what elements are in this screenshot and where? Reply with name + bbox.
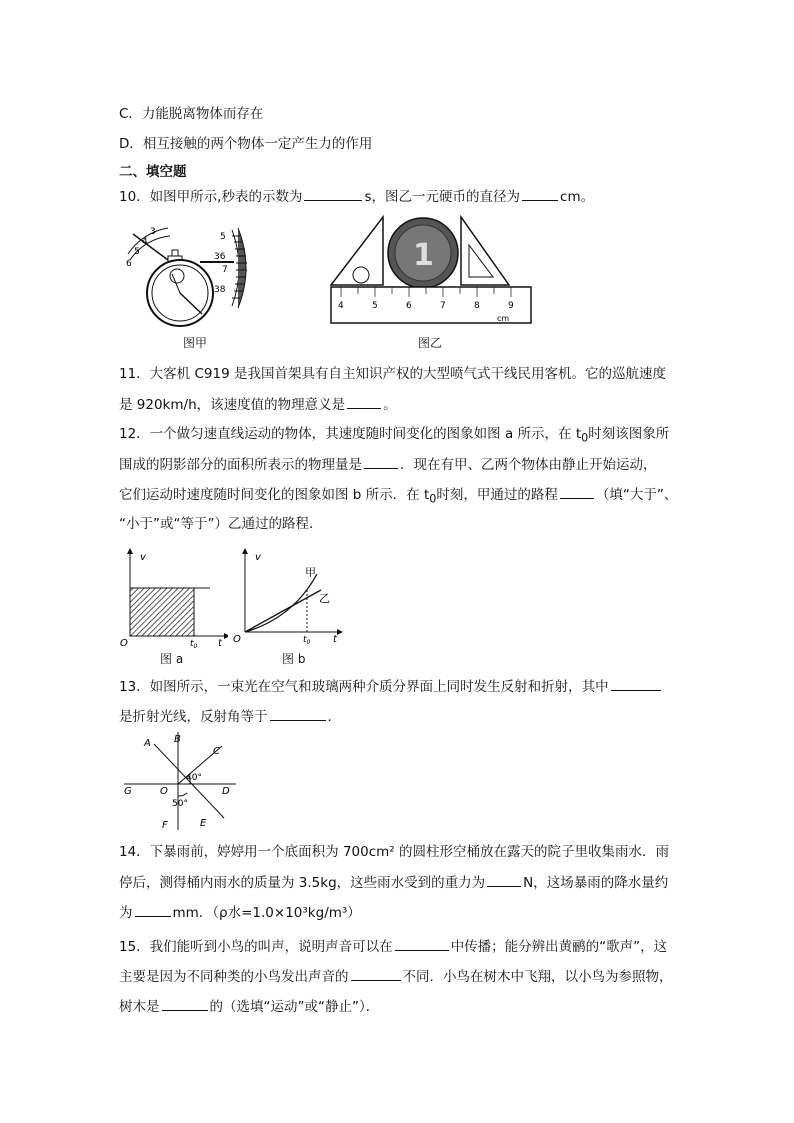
svg-text:C: C — [213, 746, 220, 757]
svg-text:3: 3 — [150, 227, 156, 237]
figure-caption: 图 b — [282, 652, 306, 666]
svg-text:9: 9 — [508, 301, 514, 311]
svg-text:G: G — [124, 786, 132, 797]
svg-text:cm: cm — [497, 314, 510, 323]
svg-text:v: v — [255, 552, 261, 563]
answer-blank[interactable] — [162, 996, 208, 1011]
svg-text:7: 7 — [222, 265, 228, 275]
svg-text:38: 38 — [214, 285, 226, 295]
answer-blank[interactable] — [270, 706, 326, 721]
question-15: 15．我们能听到小鸟的叫声，说明声音可以在 中传播；能分辨出黄鹂的“歌声”，这 — [119, 936, 667, 957]
svg-text:v: v — [140, 552, 146, 563]
section-title: 二、填空题 — [119, 164, 187, 180]
svg-text:O: O — [160, 786, 168, 797]
svg-text:1: 1 — [413, 238, 434, 273]
answer-blank[interactable] — [395, 936, 449, 951]
stopwatch-figure — [124, 222, 284, 332]
question-10: 10．如图甲所示,秒表的示数为 s，图乙一元硬币的直径为 cm。 — [119, 186, 594, 207]
svg-text:7: 7 — [440, 301, 446, 311]
answer-blank[interactable] — [351, 966, 401, 981]
svg-text:O: O — [233, 634, 241, 645]
answer-blank[interactable] — [135, 902, 171, 917]
question-13: 13．如图所示，一束光在空气和玻璃两种介质分界面上同时发生反射和折射，其中 — [119, 676, 663, 697]
svg-text:B: B — [174, 734, 181, 745]
svg-text:4: 4 — [142, 237, 148, 247]
question-14: 14．下暴雨前，婷婷用一个底面积为 700cm² 的圆柱形空桶放在露天的院子里收集雨水．雨 — [119, 844, 670, 860]
svg-text:6: 6 — [406, 301, 412, 311]
answer-blank[interactable] — [304, 186, 362, 201]
svg-text:50°: 50° — [172, 799, 188, 809]
svg-text:4: 4 — [338, 301, 344, 311]
answer-blank[interactable] — [611, 676, 661, 691]
curve-label-yi: 乙 — [319, 592, 330, 605]
svg-text:40°: 40° — [186, 773, 202, 783]
svg-text:t0: $t_0$ — [190, 639, 198, 648]
svg-text:D: D — [222, 786, 230, 797]
svg-text:5: 5 — [372, 301, 378, 311]
figure-caption: 图 a — [160, 652, 184, 666]
svg-text:6: 6 — [126, 259, 132, 269]
svg-text:t: t — [218, 638, 222, 648]
figure-caption: 图乙 — [418, 336, 443, 350]
option-d: D．相互接触的两个物体一定产生力的作用 — [119, 136, 373, 152]
svg-text:5: 5 — [220, 232, 226, 242]
svg-text:O: O — [120, 638, 128, 648]
coin-ruler-figure — [329, 215, 534, 327]
answer-blank[interactable] — [487, 872, 521, 887]
option-c: C．力能脱离物体而存在 — [119, 106, 264, 122]
svg-text:t0: $t_0$ — [303, 635, 311, 646]
curve-label-jia: 甲 — [305, 566, 316, 579]
figure-caption: 图甲 — [183, 336, 208, 350]
svg-text:E: E — [200, 818, 207, 829]
graph-a — [118, 546, 228, 648]
answer-blank[interactable] — [560, 484, 594, 499]
svg-text:36: 36 — [214, 252, 226, 262]
graph-b — [233, 546, 345, 648]
light-refraction-figure — [118, 730, 242, 834]
svg-text:F: F — [162, 820, 168, 831]
svg-text:t: t — [333, 634, 337, 645]
svg-text:8: 8 — [474, 301, 480, 311]
answer-blank[interactable] — [522, 186, 558, 201]
answer-blank[interactable] — [347, 394, 381, 409]
answer-blank[interactable] — [364, 454, 398, 469]
svg-text:A: A — [144, 738, 151, 749]
question-11: 11．大客机 C919 是我国首架具有自主知识产权的大型喷气式干线民用客机。它的巡航速度 — [119, 366, 666, 382]
svg-text:5: 5 — [134, 247, 140, 257]
question-12: 12．一个做匀速直线运动的物体，其速度随时间变化的图象如图 a 所示，在 $t_0$时刻该图象所 — [119, 426, 670, 445]
